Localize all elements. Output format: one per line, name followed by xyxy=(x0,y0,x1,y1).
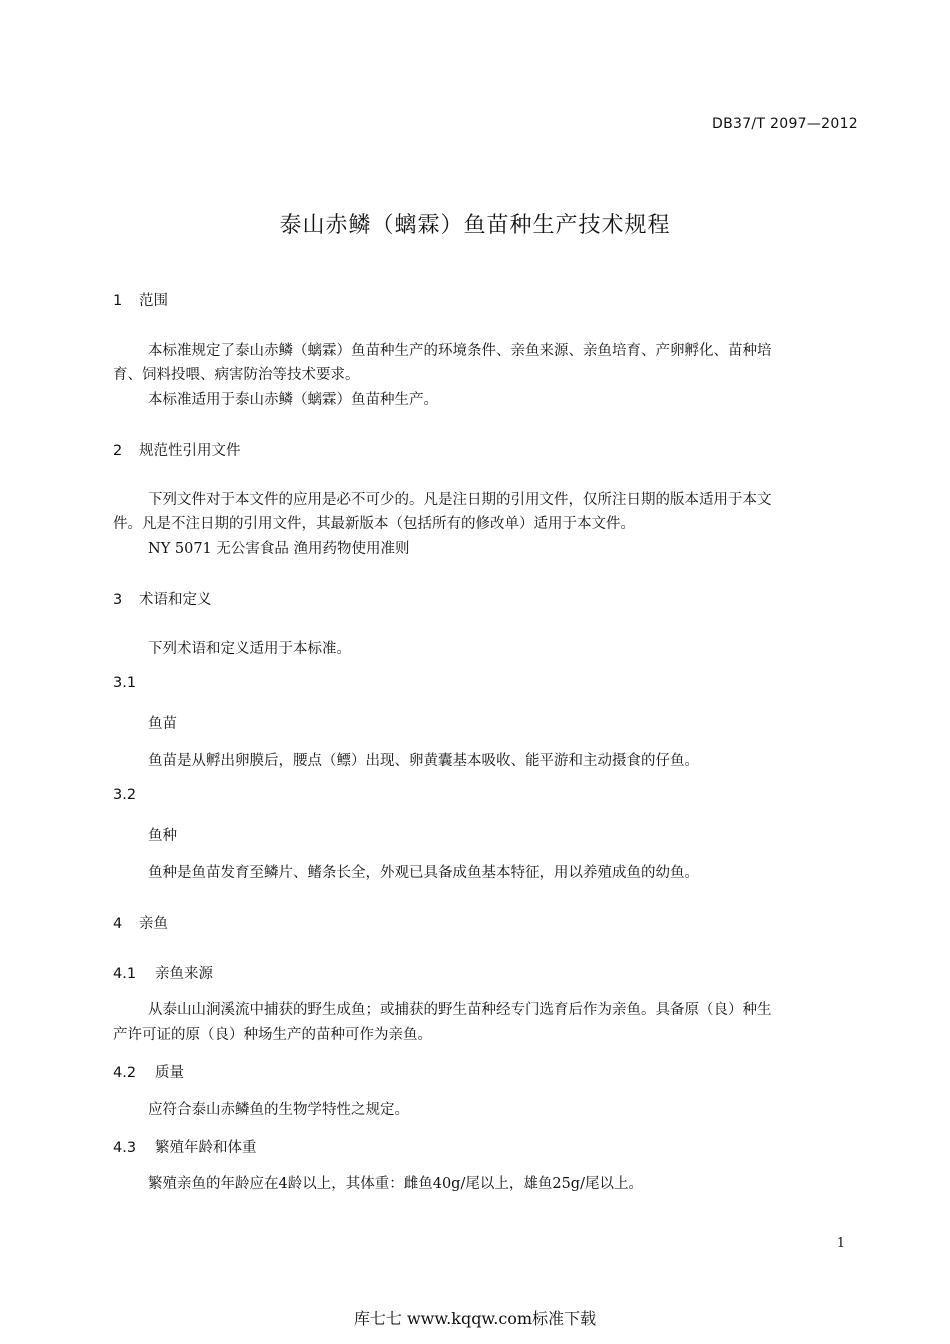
paragraph-line: 产许可证的原（良）种场生产的苗种可作为亲鱼。 xyxy=(113,1027,432,1043)
subsection-number: 4.3 xyxy=(113,1140,137,1156)
term-number: 3.2 xyxy=(113,787,137,803)
subsection-title: 繁殖年龄和体重 xyxy=(155,1140,257,1156)
term-name: 鱼种 xyxy=(148,828,177,844)
section-title: 亲鱼 xyxy=(139,916,168,932)
subsection-title: 亲鱼来源 xyxy=(155,966,213,982)
section-number: 4 xyxy=(113,916,123,932)
term-definition: 鱼种是鱼苗发育至鳞片、鳍条长全，外观已具备成鱼基本特征，用以养殖成鱼的幼鱼。 xyxy=(148,865,699,881)
footer-watermark: 库七七 www.kqqw.com标准下载 xyxy=(353,1309,597,1328)
paragraph: 应符合泰山赤鳞鱼的生物学特性之规定。 xyxy=(148,1102,409,1118)
section-1-heading xyxy=(113,289,168,310)
document-title: 泰山赤鳞（螭霖）鱼苗种生产技术规程 xyxy=(279,213,671,238)
paragraph-line: 从泰山山涧溪流中捕获的野生成鱼；或捕获的野生苗种经专门选育后作为亲鱼。具备原（良）种生 xyxy=(148,1002,772,1018)
section-title: 范围 xyxy=(139,293,168,309)
paragraph-line: 下列文件对于本文件的应用是必不可少的。凡是注日期的引用文件，仅所注日期的版本适用于本文 xyxy=(148,492,772,508)
section-title: 规范性引用文件 xyxy=(139,443,241,459)
paragraph: 繁殖亲鱼的年龄应在4龄以上，其体重：雌鱼40g/尾以上，雄鱼25g/尾以上。 xyxy=(148,1176,643,1192)
subsection-4-1-heading xyxy=(113,962,213,983)
reference-entry: NY 5071 无公害食品 渔用药物使用准则 xyxy=(148,541,410,557)
term-definition: 鱼苗是从孵出卵膜后，腰点（鳔）出现、卵黄囊基本吸收、能平游和主动摄食的仔鱼。 xyxy=(148,753,699,769)
section-3-heading xyxy=(113,588,212,609)
page-number: 1 xyxy=(836,1236,845,1251)
subsection-number: 4.1 xyxy=(113,966,137,982)
paragraph-line: 件。凡是不注日期的引用文件，其最新版本（包括所有的修改单）适用于本文件。 xyxy=(113,516,635,532)
section-number: 1 xyxy=(113,293,123,309)
section-number: 2 xyxy=(113,443,123,459)
subsection-title: 质量 xyxy=(155,1065,184,1081)
section-title: 术语和定义 xyxy=(139,592,212,608)
term-name: 鱼苗 xyxy=(148,716,177,732)
paragraph-line: 育、饲料投喂、病害防治等技术要求。 xyxy=(113,367,360,383)
paragraph: 下列术语和定义适用于本标准。 xyxy=(148,641,351,657)
section-4-heading xyxy=(113,912,168,933)
subsection-number: 4.2 xyxy=(113,1065,137,1081)
paragraph: 本标准适用于泰山赤鳞（螭霖）鱼苗种生产。 xyxy=(148,392,438,408)
subsection-4-2-heading xyxy=(113,1061,184,1082)
term-number: 3.1 xyxy=(113,675,137,691)
paragraph-line: 本标准规定了泰山赤鳞（螭霖）鱼苗种生产的环境条件、亲鱼来源、亲鱼培育、产卵孵化、苗种培 xyxy=(148,343,772,359)
section-2-heading xyxy=(113,439,241,460)
subsection-4-3-heading xyxy=(113,1136,257,1157)
section-number: 3 xyxy=(113,592,123,608)
document-code: DB37/T 2097—2012 xyxy=(712,116,858,132)
